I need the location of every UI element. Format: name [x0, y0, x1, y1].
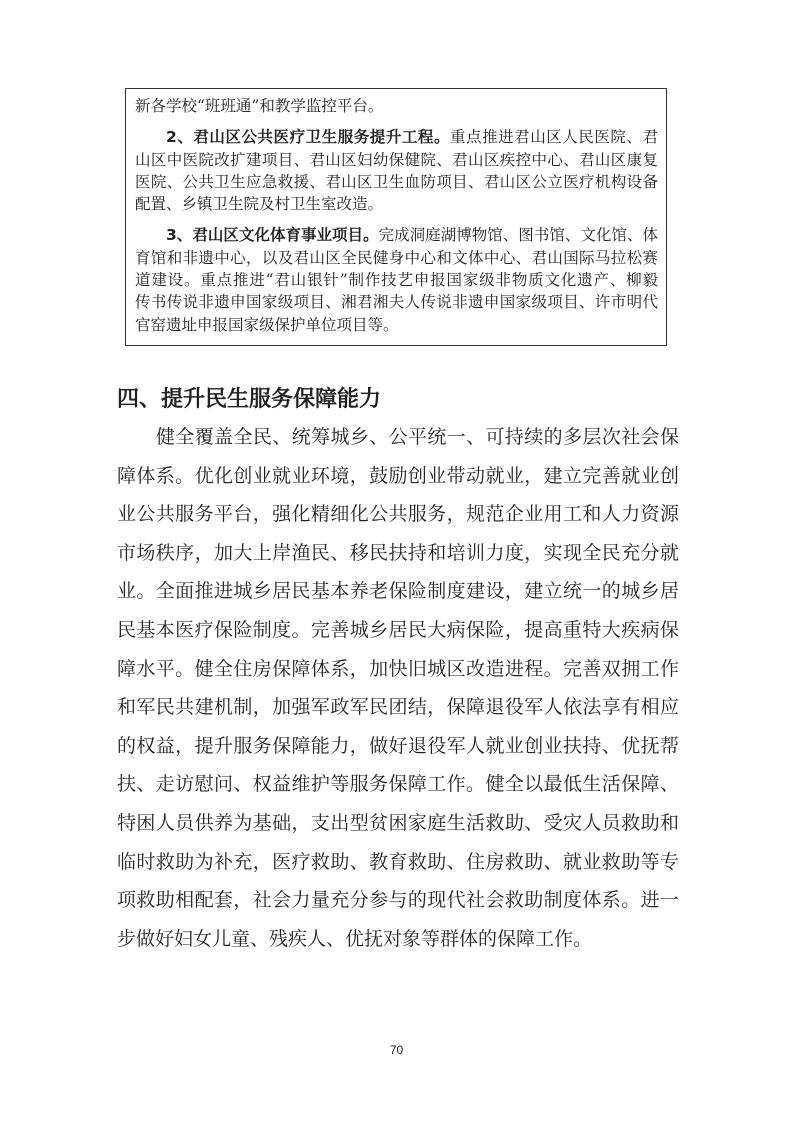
body-line: 障体系。优化创业就业环境，鼓励创业带动就业，建立完善就业创	[117, 464, 679, 487]
body-paragraph	[117, 418, 679, 958]
body-line: 的权益，提升服务保障能力，做好退役军人就业创业扶持、优抚帮	[117, 734, 679, 757]
box-line: 育馆和非遗中心，以及君山区全民健身中心和文体中心、君山国际马拉松赛	[135, 248, 658, 267]
box-line	[135, 126, 658, 148]
body-line: 市场秩序，加大上岸渔民、移民扶持和培训力度，实现全民充分就	[117, 541, 679, 564]
body-line: 民基本医疗保险制度。完善城乡居民大病保险，提高重特大疾病保	[117, 618, 679, 641]
item-text: 完成洞庭湖博物馆、图书馆、文化馆、体	[378, 226, 658, 245]
box-line: 官窑遗址申报国家级保护单位项目等。	[135, 315, 399, 334]
item-text: 重点推进君山区人民医院、君	[450, 128, 658, 147]
section-heading: 四、提升民生服务保障能力	[117, 387, 382, 412]
box-line: 山区中医院改扩建项目、君山区妇幼保健院、君山区疾控中心、君山区康复	[135, 150, 658, 169]
box-item-2	[135, 126, 658, 215]
body-line: 业。全面推进城乡居民基本养老保险制度建设，建立统一的城乡居	[117, 580, 679, 603]
box-line: 道建设。重点推进“君山银针”制作技艺申报国家级非物质文化遗产、柳毅	[135, 271, 658, 290]
box-item-3	[135, 224, 658, 335]
item-title: 2、君山区公共医疗卫生服务提升工程。	[166, 128, 450, 147]
body-line: 特困人员供养为基础，支出型贫困家庭生活救助、受灾人员救助和	[117, 811, 679, 834]
box-line	[135, 224, 658, 246]
item-title: 3、君山区文化体育事业项目。	[166, 226, 379, 245]
body-line: 步做好妇女儿童、残疾人、优抚对象等群体的保障工作。	[117, 927, 593, 950]
box-line: 传书传说非遗申国家级项目、湘君湘夫人传说非遗申国家级项目、许市明代	[135, 293, 658, 312]
box-intro	[135, 95, 658, 117]
body-line: 健全覆盖全民、统筹城乡、公平统一、可持续的多层次社会保	[156, 426, 679, 448]
box-line: 配置、乡镇卫生院及村卫生室改造。	[135, 195, 384, 214]
body-line: 业公共服务平台，强化精细化公共服务，规范企业用工和人力资源	[117, 503, 679, 526]
body-line: 项救助相配套，社会力量充分参与的现代社会救助制度体系。进一	[117, 889, 679, 912]
box-line: 新各学校“班班通”和教学监控平台。	[135, 97, 384, 115]
body-line: 扶、走访慰问、权益维护等服务保障工作。健全以最低生活保障、	[117, 773, 679, 796]
project-text-box	[125, 88, 667, 346]
box-line: 医院、公共卫生应急救援、君山区卫生血防项目、君山区公立医疗机构设备	[135, 172, 658, 191]
body-line: 临时救助为补充，医疗救助、教育救助、住房救助、就业救助等专	[117, 850, 679, 873]
body-line: 和军民共建机制，加强军政军民团结，保障退役军人依法享有相应	[117, 696, 679, 719]
body-line: 障水平。健全住房保障体系，加快旧城区改造进程。完善双拥工作	[117, 657, 679, 680]
page-number: 70	[389, 1043, 404, 1057]
